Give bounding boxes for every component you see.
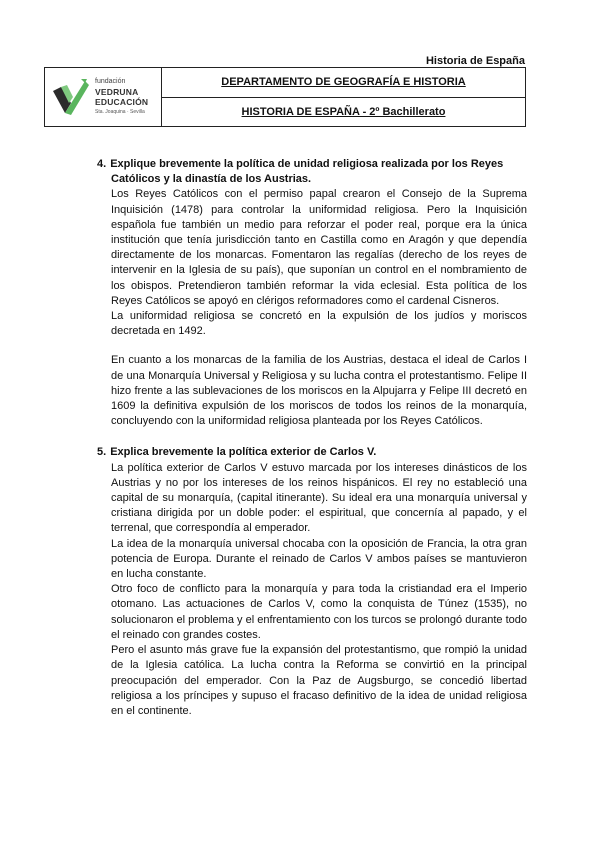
logo-line-1: fundación xyxy=(95,78,126,85)
logo-line-3: EDUCACIÓN xyxy=(95,97,149,107)
question-4-paragraph: En cuanto a los monarcas de la familia de los Austrias, destaca el ideal de Carlos I de una Monarquía Universal y Religiosa y su lucha contra el protestantismo. Felipe II hizo frente a las sublevaciones de los moriscos en la Alpujarra y Felipe III decretó en 1609 la definitiva expulsión de los moriscos de todos los reinos de la monarquía, concluyendo con la uniformidad religiosa planteada por los Reyes Católicos. xyxy=(111,354,527,428)
question-4-title: 4. Explique brevemente la política de unidad religiosa realizada por los Reyes Católicos y la dinastía de los Austrias. xyxy=(97,158,504,186)
document-body xyxy=(93,157,527,719)
department-title: DEPARTAMENTO DE GEOGRAFÍA E HISTORIA xyxy=(221,76,466,89)
question-5-paragraph: Pero el asunto más grave fue la expansión del protestantismo, que rompió la unidad de la Iglesia católica. La lucha contra la Reforma se convirtió en la principal preocupación del emperador. Con la Paz de Augsburgo, se concedió libertad religiosa a los príncipes y supuso el fracaso definitivo de la idea de unidad religiosa en el continente. xyxy=(111,644,527,717)
logo xyxy=(45,68,162,126)
course-title: HISTORIA DE ESPAÑA - 2º Bachillerato xyxy=(162,97,525,127)
vedruna-logo-icon xyxy=(51,77,91,117)
question-5-paragraph: La política exterior de Carlos V estuvo marcada por los intereses dinásticos de los Austrias y no por los intereses de los reinos hispánicos. El rey no estableció una capital de su monarquía, (capital itinerante). Su ideal era una monarquía universal y cristiana dirigida por un doble poder: el espiritual, que concernía al papado, y el terrenal, que correspondía al emperador. xyxy=(111,461,527,535)
logo-line-2: VEDRUNA xyxy=(95,87,139,97)
question-5-title: 5. Explica brevemente la política exterior de Carlos V. xyxy=(97,446,377,459)
logo-line-4: Sta. Joaquina · Sevilla xyxy=(95,109,145,115)
question-5-paragraph: Otro foco de conflicto para la monarquía y para toda la cristiandad era el Imperio otomano. Las actuaciones de Carlos V, como la conquista de Túnez (1535), no solucionaron el problema y el enfrentamiento con los turcos se prolongó durante todo el reinado con grandes costes. xyxy=(111,583,527,641)
page-header-subject: Historia de España xyxy=(425,55,525,67)
header-table xyxy=(44,67,526,127)
question-4-paragraph: La uniformidad religiosa se concretó en la expulsión de los judíos y moriscos decretada en 1492. xyxy=(111,310,527,338)
question-4-paragraph: Los Reyes Católicos con el permiso papal crearon el Consejo de la Suprema Inquisición (1478) para controlar la uniformidad religiosa. Pero la Inquisición española fue también un medio para reforzar el poder real, porque era la única institución que tenía jurisdicción tanto en Castilla como en Aragón y que dependía directamente de los monarcas. Fomentaron las regalías (derecho de los reyes de intervenir en la Iglesia de su país), que suponían un control en el nombramiento de los obispos. Pretendieron también reformar la vida eclesial. Esta política de los Reyes Católicos se apoyó en clérigos reformadores como el cardenal Cisneros. xyxy=(111,188,527,307)
question-5-paragraph: La idea de la monarquía universal chocaba con la oposición de Francia, la otra gran potencia de Europa. Durante el reinado de Carlos V ambos países se mantuvieron en lucha constante. xyxy=(111,537,527,581)
